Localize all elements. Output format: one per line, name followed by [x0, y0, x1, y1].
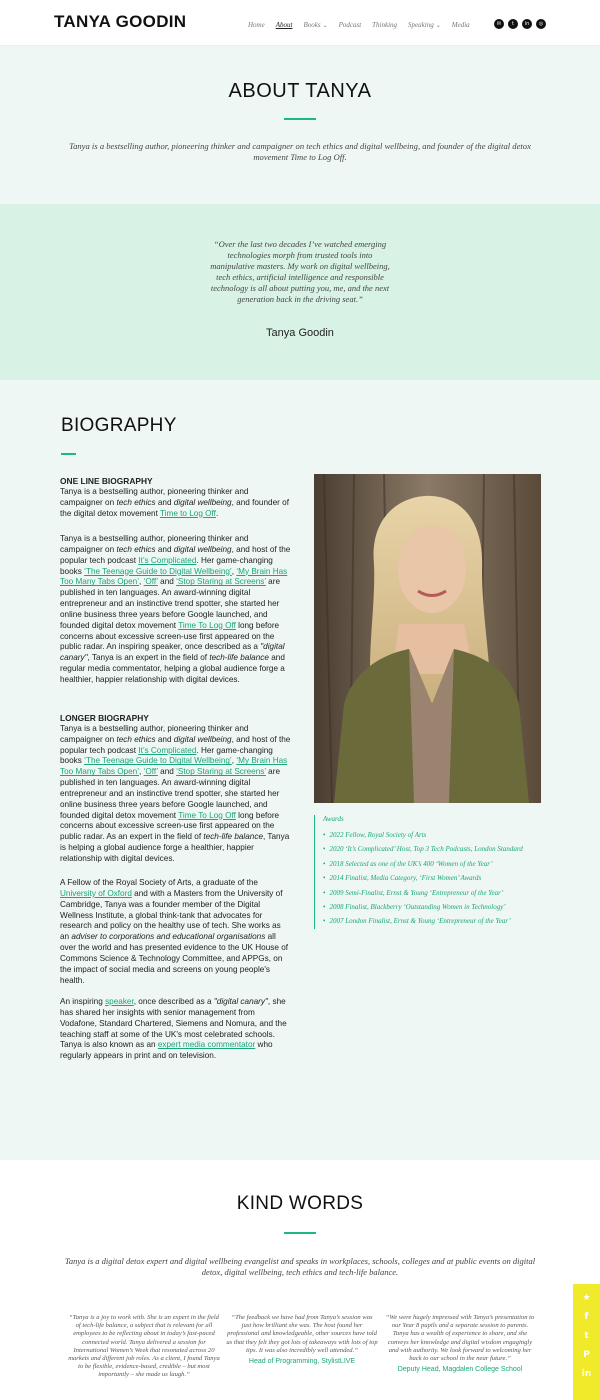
off-link[interactable]: ‘Off’	[143, 577, 158, 587]
portrait-image	[314, 474, 541, 803]
kind-words-divider	[284, 1232, 316, 1234]
brain-tabs-link[interactable]: ‘My Brain Has Too Many Tabs Open’	[60, 566, 288, 587]
one-line-biography: ONE LINE BIOGRAPHY Tanya is a bestselling author, pioneering thinker and campaigner on tech ethics and digital wellbeing, and founder of the digital detox movement Time to Log Off.	[60, 476, 292, 519]
quote-section	[0, 204, 600, 380]
media-commentator-link[interactable]: expert media commentator	[157, 1040, 256, 1050]
site-logo[interactable]: TANYA GOODIN	[54, 12, 187, 31]
award-item: • 2022 Fellow, Royal Society of Arts	[323, 828, 544, 842]
award-item: • 2018 Selected as one of the UK’s 400 ‘Women of the Year’	[323, 857, 544, 871]
teenage-guide-link[interactable]: ‘The Teenage Guide to Digital Wellbeing’	[84, 756, 232, 766]
nav-item-about[interactable]	[276, 21, 293, 29]
biography-section	[0, 380, 600, 1160]
nav-label: Thinking	[372, 21, 398, 29]
social-links	[494, 19, 546, 29]
award-item: • 2007 London Finalist, Ernst & Young ‘Entrepreneur of the Year’	[323, 914, 544, 928]
stop-staring-link[interactable]: ‘Stop Staring at Screens’	[176, 577, 266, 587]
kind-words-title: KIND WORDS	[236, 1193, 364, 1214]
longer-biography: LONGER BIOGRAPHY Tanya is a bestselling author, pioneering thinker and campaigner on tech ethics and digital wellbeing, and host of the popular tech podcast It’s Complicated. Her game-changing books ‘The Teenage Guide to Digital Wellbeing’, ‘My Brain Has Too Many Tabs Open’, ‘Off’ and ‘Stop Staring at Screens’ are published in ten languages. An award-winning digital entrepreneur and an instinctive trend spotter, she started her online business three years before Google launched, and founded digital detox movement Time To Log Off long before concerns about excessive screen-use first appeared on the public radar. As an expert in the field of tech-life balance, Tanya is helping a global audience forge a healthier, happier relationship with digital devices.	[60, 713, 291, 863]
nav-label: About	[275, 21, 293, 29]
testimonial-card	[384, 1314, 536, 1373]
nav-item-thinking[interactable]	[372, 21, 397, 29]
award-item: • 2009 Semi-Finalist, Ernst & Young ‘Entrepreneur of the Year’	[323, 886, 544, 900]
linkedin-icon[interactable]: in	[522, 19, 532, 29]
kind-words-section	[0, 1160, 600, 1400]
star-icon[interactable]: ★	[582, 1293, 591, 1303]
oxford-link[interactable]: University of Oxford	[60, 888, 132, 898]
instagram-icon[interactable]: ◎	[536, 19, 546, 29]
award-item: • 2014 Finalist, Media Category, ‘First Women’ Awards	[323, 871, 544, 885]
nav-item-books[interactable]	[303, 21, 327, 29]
one-line-heading: ONE LINE BIOGRAPHY	[60, 476, 153, 486]
main-nav	[248, 21, 481, 29]
speaker-paragraph: An inspiring speaker, once described as a "digital canary", she has shared her insights with senior management from Vodafone, Standard Chartered, Siemens and Nomura, and the teaching staff at some of the UK's most celebrated schools. Tanya is also known as an expert media commentator who regularly appears in print and on television.	[60, 997, 287, 1061]
its-complicated-link[interactable]: It’s Complicated	[138, 745, 197, 755]
about-intro: Tanya is a bestselling author, pioneering thinker and campaigner on tech ethics and digital wellbeing, and founder of the digital detox movement Time to Log Off.	[69, 141, 531, 162]
longer-biography-heading: LONGER BIOGRAPHY	[60, 713, 149, 723]
about-section	[0, 46, 600, 204]
testimonial-author: Head of Programming, StylistLIVE	[248, 1358, 356, 1366]
testimonial-quote: “The feedback we have had from Tanya’s session was just how brilliant she was. The host found her professional and knowledgeable, other sources have told us that they felt they got lots of takeaways with lots of top tips. It was also incredibly well attended.”	[226, 1314, 378, 1354]
testimonial-card	[68, 1314, 220, 1383]
award-item: • 2020 ‘It’s Complicated’ Host, Top 3 Tech Podcasts, London Standard	[323, 842, 544, 856]
biography-divider	[61, 453, 76, 455]
speaker-link[interactable]: speaker	[105, 997, 134, 1006]
nav-label: Books	[303, 21, 321, 29]
linkedin-icon[interactable]: in	[581, 1369, 592, 1379]
time-to-log-off-link[interactable]: Time to Log Off	[159, 508, 216, 518]
page-title: ABOUT TANYA	[228, 80, 372, 102]
share-bar	[573, 1284, 600, 1400]
nav-label: Speaking	[408, 21, 434, 29]
testimonial-quote: “We were hugely impressed with Tanya’s presentation to our Year 8 pupils and a separate session to parents. Tanya has a wealth of experience to share, and she conveys her knowledge and digital wisdom engagingly and with authority. We look forward to welcoming her back to our school in the near future.”	[385, 1314, 535, 1363]
awards-heading: Awards	[323, 815, 344, 823]
nav-label: Podcast	[338, 21, 362, 29]
biography-title: BIOGRAPHY	[61, 415, 177, 436]
testimonial-card	[226, 1314, 378, 1365]
nav-item-podcast[interactable]	[339, 21, 362, 29]
title-divider	[284, 118, 316, 120]
award-item: • 2008 Finalist, Blackberry ‘Outstanding Women in Technology’	[323, 900, 544, 914]
stop-staring-link[interactable]: ‘Stop Staring at Screens’	[176, 767, 266, 777]
teenage-guide-link[interactable]: ‘The Teenage Guide to Digital Wellbeing’	[84, 566, 232, 576]
nav-item-speaking[interactable]	[408, 21, 441, 29]
testimonial-author: Deputy Head, Magdalen College School	[397, 1366, 523, 1374]
site-header	[0, 0, 600, 46]
fellowship-paragraph: A Fellow of the Royal Society of Arts, a graduate of the University of Oxford and with a Masters from the University of Cambridge, Tanya was a founder member of the Digital Wellness Institute, a global think-tank that advocates for research and policy on the healthy use of tech. She works as an adviser to corporations and educational organisations all over the world and has presented evidence to the UK House of Commons Science & Technology Committee, and APPGs, on the impact of social media and screens on young people's health.	[60, 878, 289, 985]
twitter-icon[interactable]: t	[584, 1331, 589, 1341]
email-icon[interactable]: ✉	[494, 19, 504, 29]
quote-author: Tanya Goodin	[266, 327, 334, 339]
pinterest-icon[interactable]: P	[583, 1350, 590, 1360]
short-biography: Tanya is a bestselling author, pioneering thinker and campaigner on tech ethics and digital wellbeing, and host of the popular tech podcast It’s Complicated. Her game-changing books ‘The Teenage Guide to Digital Wellbeing’, ‘My Brain Has Too Many Tabs Open’, ‘Off’ and ‘Stop Staring at Screens’ are published in ten languages. An award-winning digital entrepreneur and an instinctive trend spotter, she started her online business three years before Google launched, and founded digital detox movement Time To Log Off long before concerns about excessive screen-use first appeared on the public radar. An inspiring speaker, once described as a "digital canary", Tanya is an expert in the field of tech-life balance and regular media commentator, helping a global audience forge a healthier, happier relationship with digital devices.	[60, 534, 291, 684]
twitter-icon[interactable]: t	[508, 19, 518, 29]
testimonial-quote: “Tanya is a joy to work with. She is an expert in the field of tech-life balance, a subject that is relevant for all employees to be reflecting about in today’s fast-paced connected world. Tanya delivered a session for International Women’s Week that resonated across 20 markets and different job roles. As a client, I found Tanya to be flexible, evidence-based, credible – but most importantly – she made us laugh.”	[68, 1314, 220, 1379]
chevron-down-icon: ⌄	[435, 23, 441, 29]
nav-label: Media	[451, 21, 470, 29]
nav-item-home[interactable]	[248, 21, 265, 29]
time-to-log-off-link[interactable]: Time To Log Off	[178, 810, 236, 820]
pull-quote: “Over the last two decades I’ve watched emerging technologies morph from trusted tools into manipulative masters. My work on digital wellbeing, tech ethics, artificial intelligence and responsible technology is all about putting you, me, and the next generation back in the driving seat.”	[210, 239, 390, 304]
facebook-icon[interactable]: f	[584, 1312, 589, 1322]
awards-list	[314, 815, 544, 929]
its-complicated-link[interactable]: It’s Complicated	[138, 555, 197, 565]
nav-item-media[interactable]	[452, 21, 470, 29]
portrait-photo	[314, 474, 541, 803]
time-to-log-off-link[interactable]: Time To Log Off	[178, 620, 236, 630]
kind-words-intro: Tanya is a digital detox expert and digital wellbeing evangelist and speaks in workplaces, schools, colleges and at public events on digital detox, digital wellbeing, tech ethics and tech-life balance.	[64, 1256, 536, 1277]
brain-tabs-link[interactable]: ‘My Brain Has Too Many Tabs Open’	[60, 756, 288, 777]
chevron-down-icon: ⌄	[322, 23, 328, 29]
off-link[interactable]: ‘Off’	[143, 767, 158, 777]
nav-label: Home	[248, 21, 265, 29]
